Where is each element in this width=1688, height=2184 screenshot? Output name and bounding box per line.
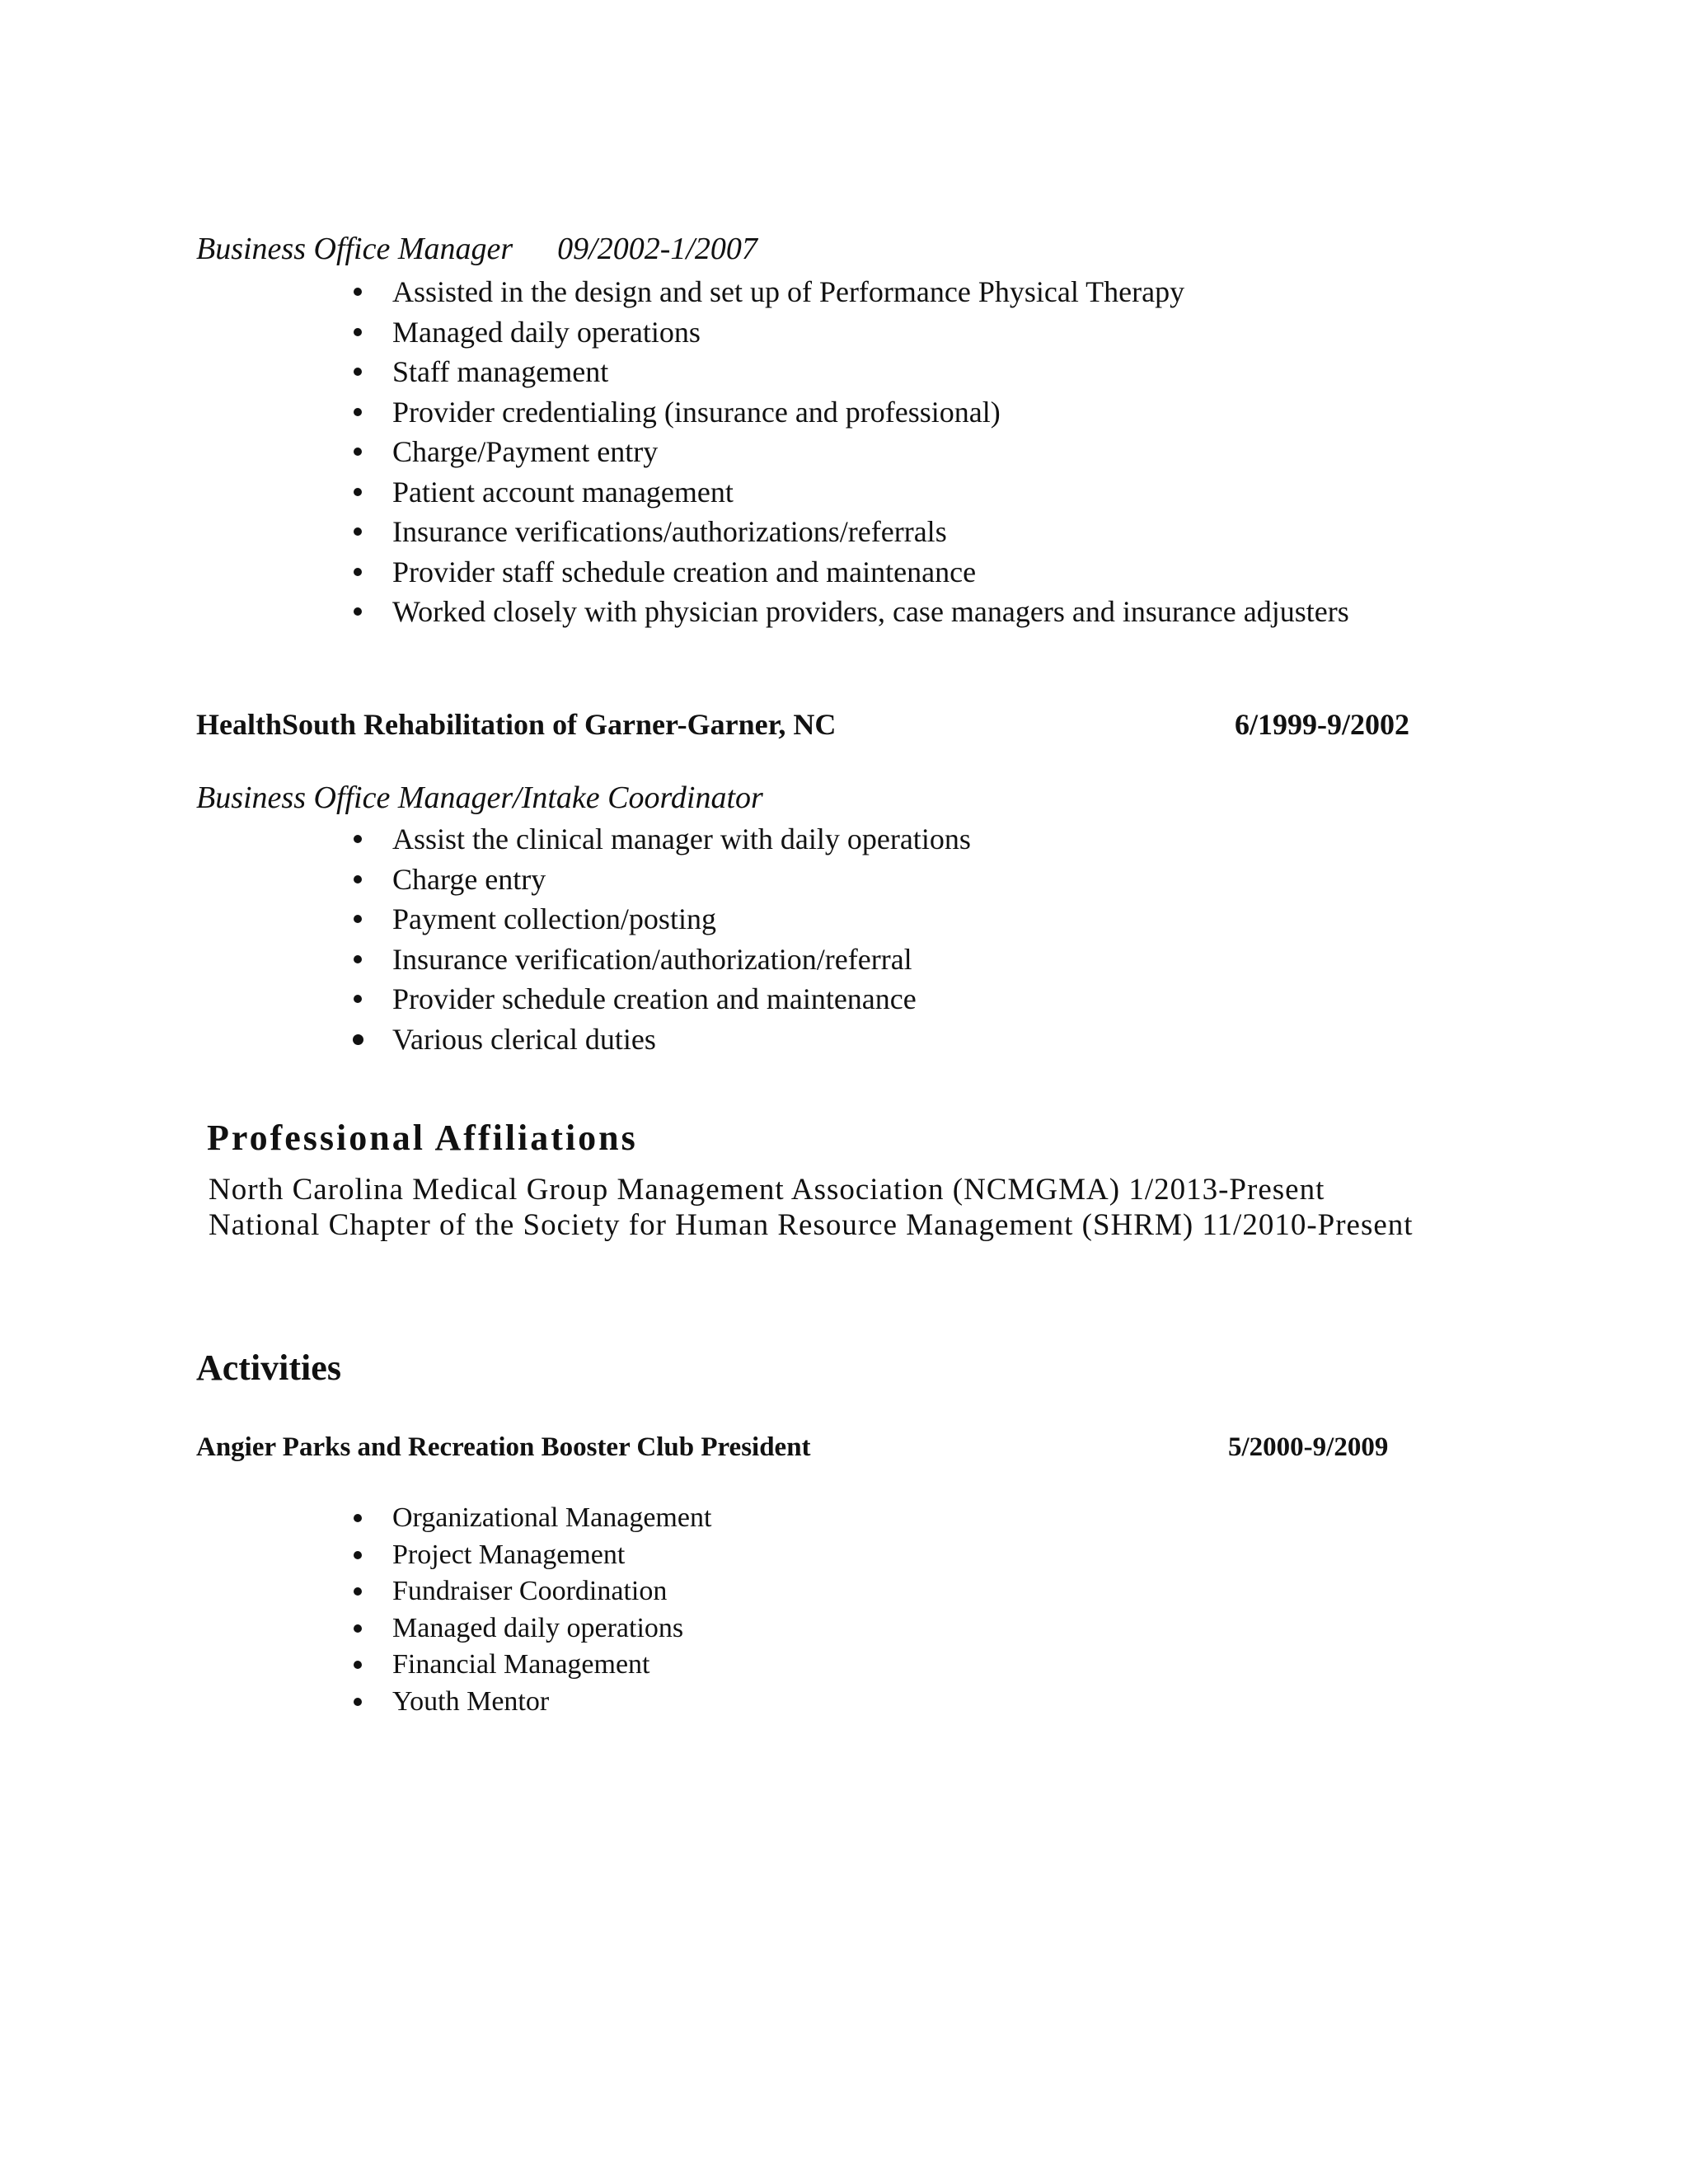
affiliations-heading: Professional Affiliations (207, 1118, 638, 1158)
list-item: Charge/Payment entry (354, 434, 1349, 474)
job2-title: Business Office Manager/Intake Coordinator (196, 780, 763, 815)
list-item: Managed daily operations (354, 1612, 711, 1649)
list-item: Payment collection/posting (354, 901, 971, 941)
affiliation-line: North Carolina Medical Group Management Association (NCMGMA) 1/2013-Present (209, 1173, 1325, 1207)
activity-dates: 5/2000-9/2009 (1228, 1432, 1389, 1462)
list-item: Insurance verifications/authorizations/referrals (354, 513, 1349, 554)
list-item: Youth Mentor (354, 1685, 711, 1722)
list-item: Assist the clinical manager with daily operations (354, 821, 971, 861)
list-item: Worked closely with physician providers, case managers and insurance adjusters (354, 593, 1349, 634)
job2-employer: HealthSouth Rehabilitation of Garner-Garner, NC (196, 708, 837, 741)
activity-organization: Angier Parks and Recreation Booster Club President (196, 1432, 811, 1462)
activities-heading: Activities (196, 1347, 341, 1388)
activities-bullet-list (354, 1502, 711, 1722)
list-item: Fundraiser Coordination (354, 1575, 711, 1612)
list-item: Provider schedule creation and maintenance (354, 981, 971, 1021)
list-item: Provider credentialing (insurance and professional) (354, 394, 1349, 434)
list-item: Patient account management (354, 474, 1349, 514)
list-item: Various clerical duties (354, 1021, 971, 1062)
list-item: Organizational Management (354, 1502, 711, 1539)
job2-dates: 6/1999-9/2002 (1235, 708, 1409, 741)
list-item: Insurance verification/authorization/referral (354, 941, 971, 982)
job1-bullet-list (354, 274, 1349, 634)
list-item: Assisted in the design and set up of Performance Physical Therapy (354, 274, 1349, 314)
list-item: Managed daily operations (354, 314, 1349, 354)
list-item: Provider staff schedule creation and maintenance (354, 554, 1349, 594)
list-item: Charge entry (354, 861, 971, 902)
affiliation-line: National Chapter of the Society for Human Resource Management (SHRM) 11/2010-Present (209, 1208, 1414, 1242)
job2-bullet-list (354, 821, 971, 1061)
list-item: Financial Management (354, 1648, 711, 1685)
list-item: Staff management (354, 354, 1349, 394)
list-item: Project Management (354, 1539, 711, 1576)
job1-dates: 09/2002-1/2007 (557, 232, 757, 266)
job1-title: Business Office Manager (196, 232, 513, 266)
job1-role-line (196, 231, 757, 267)
